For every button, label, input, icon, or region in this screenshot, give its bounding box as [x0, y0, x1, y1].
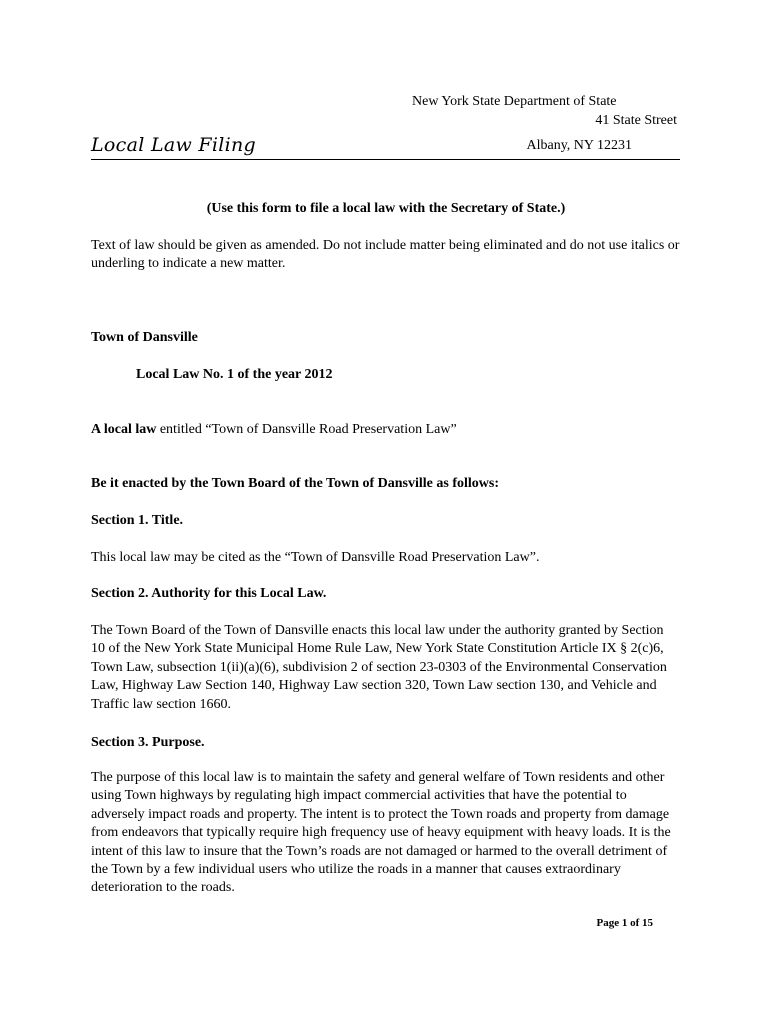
- section-3-body: The purpose of this local law is to maintain the safety and general welfare of Town residents and other using Town highways by regulating high impact commercial activities that have the potential to adversely impact roads and property. The intent is to protect the Town roads and property from damage from endeavors that typically require high frequency use of heavy equipment with heavy loads. It is the intent of this law to insure that the Town’s roads are not damaged or harmed to the overall detriment of the Town by a few individual users who utilize the roads in a manner that causes extraordinary deterioration to the roads.: [91, 770, 671, 896]
- instruction-heading: (Use this form to file a local law with the Secretary of State.): [206, 201, 566, 216]
- section-1-heading: Section 1. Title.: [91, 513, 184, 528]
- law-title-rest: entitled “Town of Dansville Road Preservation Law”: [156, 422, 457, 437]
- law-title: [91, 422, 457, 438]
- section-1-body: This local law may be cited as the “Town of Dansville Road Preservation Law”.: [91, 550, 540, 565]
- law-number: Local Law No. 1 of the year 2012: [136, 367, 333, 382]
- section-2-body: The Town Board of the Town of Dansville enacts this local law under the authority granted by Section 10 of the New York State Municipal Home Rule Law, New York State Constitution Article IX § 2(c)6, Town Law, subsection 1(ii)(a)(6), subdivision 2 of section 23-0303 of the Environmental Conservation Law, Highway Law Section 140, Highway Law section 320, Town Law section 130, and Vehicle and Traffic law section 1660.: [91, 623, 667, 712]
- section-2-heading: Section 2. Authority for this Local Law.: [91, 586, 327, 601]
- law-title-prefix: A local law: [91, 422, 157, 437]
- header-divider: [91, 159, 680, 160]
- form-title: Local Law Filing: [91, 134, 257, 156]
- instruction-text: Text of law should be given as amended. Do not include matter being eliminated and do not use italics or underling to indicate a new matter.: [91, 238, 680, 272]
- enactment-clause: Be it enacted by the Town Board of the Town of Dansville as follows:: [91, 476, 499, 491]
- address-line-3: Albany, NY 12231: [526, 138, 632, 153]
- address-line-1: New York State Department of State: [412, 94, 617, 109]
- page-number: Page 1 of 15: [596, 917, 653, 929]
- municipality-name: Town of Dansville: [91, 330, 198, 345]
- section-3-heading: Section 3. Purpose.: [91, 735, 205, 750]
- address-line-2: 41 State Street: [595, 113, 677, 128]
